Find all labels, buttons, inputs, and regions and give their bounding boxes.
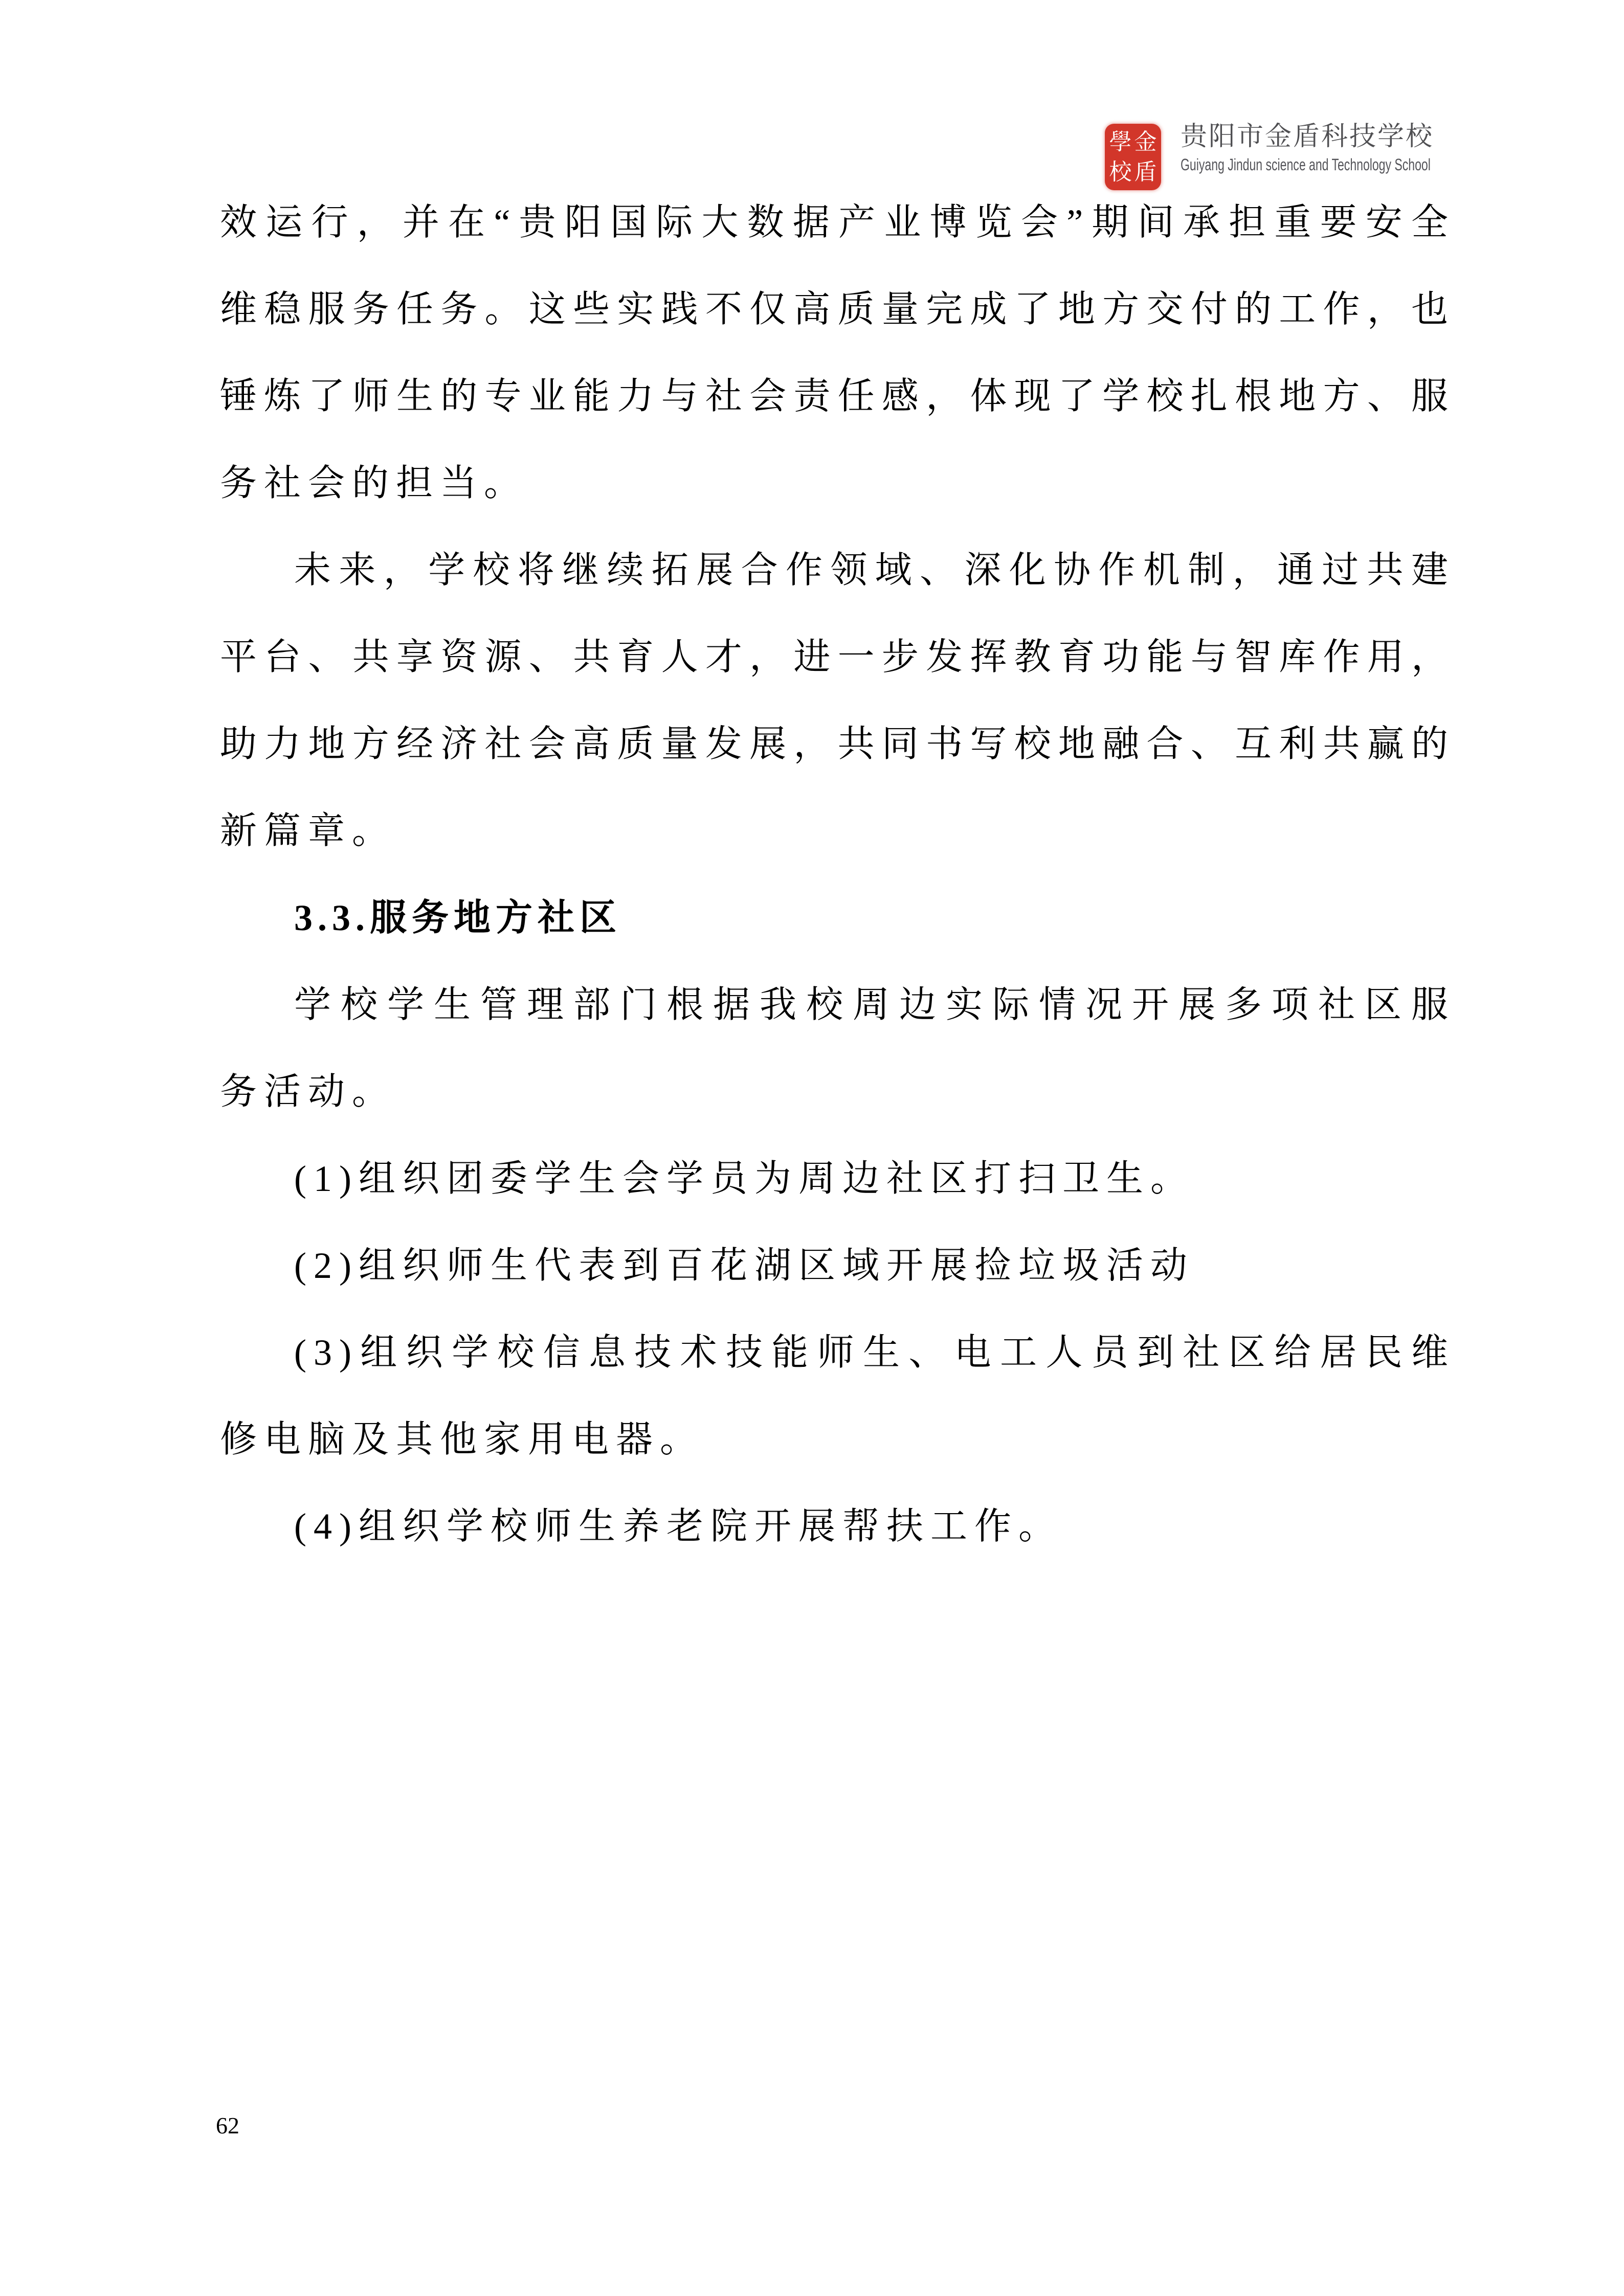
page-number: 62 [216, 2112, 239, 2139]
list-item: (1)组织团委学生会学员为周边社区打扫卫生。 [294, 1158, 1194, 1199]
document-body [220, 179, 1455, 1570]
body-line: 务社会的担当。 [220, 463, 528, 504]
school-name-chinese: 贵阳市金盾科技学校 [1181, 122, 1434, 151]
body-line: 效运行，并在“贵阳国际大数据产业博览会”期间承担重要安全 [220, 202, 1455, 243]
list-item: (3)组织学校信息技术技能师生、电工人员到社区给居民维 [294, 1332, 1455, 1373]
list-item: (4)组织学校师生养老院开展帮扶工作。 [294, 1506, 1062, 1547]
body-line: 新篇章。 [220, 811, 396, 851]
body-line: 务活动。 [220, 1071, 396, 1112]
section-heading: 3.3.服务地方社区 [294, 897, 622, 938]
school-name-block [1181, 124, 1528, 173]
seal-character: 金 [1134, 129, 1157, 154]
body-line: 锤炼了师生的专业能力与社会责任感，体现了学校扎根地方、服 [220, 376, 1455, 417]
list-item: (2)组织师生代表到百花湖区域开展捡垃圾活动 [294, 1245, 1194, 1286]
body-line: 维稳服务任务。这些实践不仅高质量完成了地方交付的工作，也 [220, 289, 1455, 330]
body-line: 未来，学校将继续拓展合作领域、深化协作机制，通过共建 [294, 550, 1455, 591]
seal-character: 校 [1109, 159, 1132, 185]
body-line: 修电脑及其他家用电器。 [220, 1419, 704, 1460]
seal-character: 盾 [1134, 159, 1157, 185]
body-line: 助力地方经济社会高质量发展，共同书写校地融合、互利共赢的 [220, 724, 1455, 764]
school-name-english: Guiyang Jindun science and Technology School [1181, 155, 1431, 174]
body-line: 学校学生管理部门根据我校周边实际情况开展多项社区服 [294, 984, 1455, 1025]
body-line: 平台、共享资源、共育人才，进一步发挥教育功能与智库作用， [220, 637, 1455, 678]
seal-character: 學 [1109, 129, 1132, 154]
